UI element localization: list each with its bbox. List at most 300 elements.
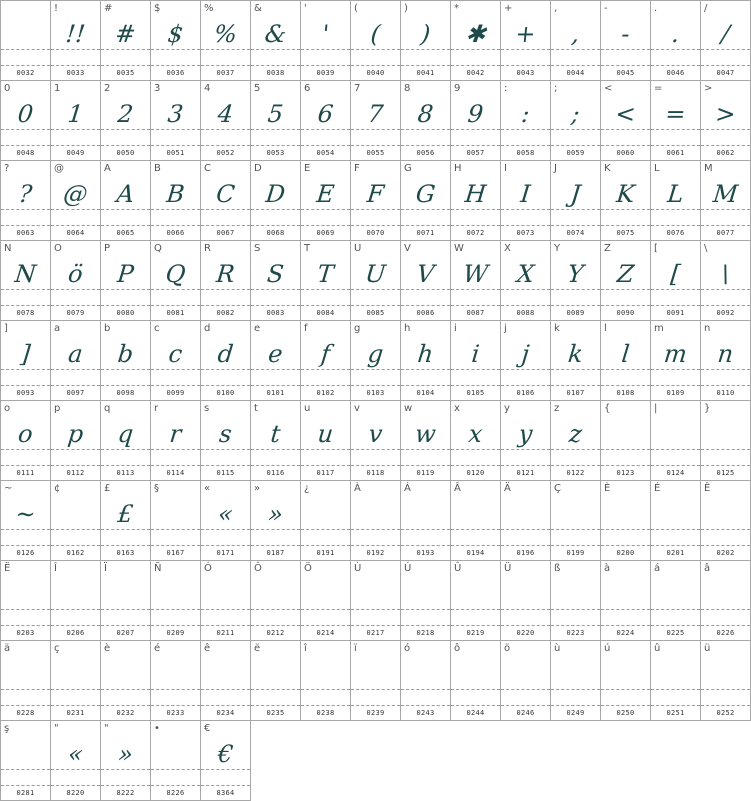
baseline-guide xyxy=(501,609,550,610)
glyph-cell[interactable] xyxy=(550,160,601,241)
glyph-cell[interactable] xyxy=(500,320,551,401)
glyph-sample: » xyxy=(116,740,135,768)
descender-guide xyxy=(301,385,350,386)
glyph-sample xyxy=(549,657,602,691)
glyph-cell[interactable] xyxy=(550,560,601,641)
descender-guide xyxy=(501,65,550,66)
baseline-guide xyxy=(451,369,500,370)
glyph-cell[interactable] xyxy=(200,320,251,401)
baseline-guide xyxy=(251,369,300,370)
glyph-cell[interactable] xyxy=(450,240,501,321)
glyph-sample: + xyxy=(513,20,538,48)
glyph-cell[interactable] xyxy=(0,400,51,481)
baseline-guide xyxy=(101,449,150,450)
glyph-sample xyxy=(649,577,702,611)
glyph-cell[interactable] xyxy=(250,400,301,481)
glyph-cell[interactable] xyxy=(150,640,201,721)
baseline-guide xyxy=(101,289,150,290)
glyph-cell[interactable] xyxy=(350,400,401,481)
descender-guide xyxy=(451,625,500,626)
descender-guide xyxy=(501,625,550,626)
glyph-character-label: Z xyxy=(604,243,611,254)
glyph-character-label: M xyxy=(704,163,713,174)
glyph-character-label: à xyxy=(604,563,611,574)
glyph-cell[interactable] xyxy=(200,0,251,81)
glyph-cell[interactable] xyxy=(300,560,351,641)
glyph-cell[interactable] xyxy=(50,640,101,721)
glyph-character-label: " xyxy=(104,723,109,734)
glyph-character-label: Ó xyxy=(204,563,212,574)
glyph-cell[interactable] xyxy=(100,720,151,801)
glyph-cell[interactable] xyxy=(500,80,551,161)
descender-guide xyxy=(151,225,200,226)
glyph-cell[interactable] xyxy=(500,560,551,641)
glyph-cell[interactable] xyxy=(350,80,401,161)
glyph-cell[interactable] xyxy=(200,720,251,801)
baseline-guide xyxy=(51,609,100,610)
glyph-character-label: Ö xyxy=(304,563,312,574)
glyph-cell[interactable] xyxy=(400,320,451,401)
glyph-cell[interactable] xyxy=(400,480,451,561)
glyph-cell[interactable] xyxy=(650,400,701,481)
glyph-cell[interactable] xyxy=(550,320,601,401)
glyph-code: 0232 xyxy=(116,709,135,717)
glyph-cell[interactable] xyxy=(600,240,651,321)
glyph-cell[interactable] xyxy=(250,560,301,641)
descender-guide xyxy=(451,705,500,706)
glyph-cell[interactable] xyxy=(350,240,401,321)
glyph-character-label: A xyxy=(104,163,111,174)
glyph-code: 0085 xyxy=(366,309,385,317)
glyph-cell[interactable] xyxy=(550,80,601,161)
descender-guide xyxy=(1,385,50,386)
glyph-cell[interactable] xyxy=(250,240,301,321)
descender-guide xyxy=(51,465,100,466)
glyph-cell[interactable] xyxy=(700,480,751,561)
glyph-character-label: # xyxy=(104,3,113,14)
descender-guide xyxy=(351,545,400,546)
glyph-code: 0108 xyxy=(616,389,635,397)
glyph-cell[interactable] xyxy=(400,640,451,721)
glyph-cell[interactable] xyxy=(150,320,201,401)
glyph-cell[interactable] xyxy=(650,320,701,401)
glyph-code: 0092 xyxy=(716,309,735,317)
glyph-character-label: ä xyxy=(4,643,11,654)
glyph-code: 0223 xyxy=(566,629,585,637)
glyph-cell[interactable] xyxy=(250,320,301,401)
glyph-code: 0076 xyxy=(666,229,685,237)
glyph-cell[interactable] xyxy=(700,400,751,481)
glyph-cell[interactable] xyxy=(700,160,751,241)
glyph-cell[interactable] xyxy=(150,560,201,641)
glyph-cell[interactable] xyxy=(300,0,351,81)
glyph-cell[interactable] xyxy=(400,240,451,321)
baseline-guide xyxy=(201,289,250,290)
descender-guide xyxy=(351,385,400,386)
glyph-cell[interactable] xyxy=(500,0,551,81)
glyph-sample xyxy=(399,497,452,531)
glyph-code: 0112 xyxy=(66,469,85,477)
glyph-code: 0251 xyxy=(666,709,685,717)
glyph-character-label: ç xyxy=(54,643,60,654)
baseline-guide xyxy=(51,129,100,130)
glyph-cell[interactable] xyxy=(0,240,51,321)
descender-guide xyxy=(101,705,150,706)
glyph-cell[interactable] xyxy=(350,160,401,241)
glyph-code: 0065 xyxy=(116,229,135,237)
glyph-cell[interactable] xyxy=(0,160,51,241)
baseline-guide xyxy=(151,769,200,770)
glyph-cell[interactable] xyxy=(350,320,401,401)
glyph-character-label: é xyxy=(154,643,161,654)
glyph-cell[interactable] xyxy=(100,640,151,721)
glyph-cell[interactable] xyxy=(100,0,151,81)
glyph-sample: E xyxy=(315,180,336,208)
glyph-cell[interactable] xyxy=(200,80,251,161)
glyph-cell[interactable] xyxy=(600,320,651,401)
glyph-code: 0111 xyxy=(16,469,35,477)
glyph-character-label: x xyxy=(454,403,460,414)
glyph-cell[interactable] xyxy=(400,160,451,241)
glyph-cell[interactable] xyxy=(700,560,751,641)
descender-guide xyxy=(701,145,750,146)
baseline-guide xyxy=(101,769,150,770)
glyph-cell[interactable] xyxy=(700,240,751,321)
descender-guide xyxy=(351,705,400,706)
glyph-cell[interactable] xyxy=(500,240,551,321)
descender-guide xyxy=(651,225,700,226)
glyph-character-label: 0 xyxy=(4,83,11,94)
glyph-sample xyxy=(699,497,751,531)
glyph-code: 0211 xyxy=(216,629,235,637)
glyph-character-label: < xyxy=(604,83,613,94)
baseline-guide xyxy=(1,769,50,770)
glyph-cell[interactable] xyxy=(300,160,351,241)
descender-guide xyxy=(201,305,250,306)
glyph-cell[interactable] xyxy=(0,640,51,721)
glyph-character-label: , xyxy=(554,3,558,14)
glyph-cell[interactable] xyxy=(350,480,401,561)
baseline-guide xyxy=(401,689,450,690)
glyph-cell[interactable] xyxy=(550,240,601,321)
glyph-character-label: á xyxy=(654,563,661,574)
baseline-guide xyxy=(601,129,650,130)
glyph-code: 0093 xyxy=(16,389,35,397)
glyph-code: 0033 xyxy=(66,69,85,77)
glyph-code: 0119 xyxy=(416,469,435,477)
baseline-guide xyxy=(451,49,500,50)
glyph-character-label: Ú xyxy=(404,563,412,574)
glyph-code: 0217 xyxy=(366,629,385,637)
glyph-cell[interactable] xyxy=(500,640,551,721)
baseline-guide xyxy=(551,289,600,290)
glyph-cell[interactable] xyxy=(450,80,501,161)
glyph-cell[interactable] xyxy=(600,640,651,721)
glyph-cell[interactable] xyxy=(450,320,501,401)
glyph-cell[interactable] xyxy=(200,480,251,561)
baseline-guide xyxy=(401,529,450,530)
glyph-sample xyxy=(599,417,652,451)
glyph-character-label: û xyxy=(654,643,661,654)
glyph-sample xyxy=(0,577,52,611)
glyph-code: 0066 xyxy=(166,229,185,237)
glyph-sample: v xyxy=(367,420,384,448)
glyph-cell[interactable] xyxy=(300,80,351,161)
glyph-sample: > xyxy=(713,100,738,128)
glyph-code: 8220 xyxy=(66,789,85,797)
glyph-sample: M xyxy=(711,180,740,208)
glyph-cell[interactable] xyxy=(0,560,51,641)
glyph-cell[interactable] xyxy=(550,480,601,561)
glyph-sample: F xyxy=(365,180,386,208)
glyph-code: 0097 xyxy=(66,389,85,397)
glyph-cell[interactable] xyxy=(700,80,751,161)
descender-guide xyxy=(251,545,300,546)
glyph-character-label: Î xyxy=(54,563,57,574)
glyph-character-label: { xyxy=(604,403,611,414)
glyph-cell[interactable] xyxy=(200,160,251,241)
glyph-sample: . xyxy=(670,20,681,48)
glyph-sample: c xyxy=(167,340,184,368)
baseline-guide xyxy=(101,209,150,210)
baseline-guide xyxy=(601,369,650,370)
glyph-cell[interactable] xyxy=(100,240,151,321)
glyph-character-label: * xyxy=(454,3,459,14)
glyph-code: 8222 xyxy=(116,789,135,797)
glyph-cell[interactable] xyxy=(600,0,651,81)
glyph-cell[interactable] xyxy=(150,240,201,321)
glyph-cell[interactable] xyxy=(700,640,751,721)
glyph-character-label: = xyxy=(654,83,663,94)
descender-guide xyxy=(401,465,450,466)
glyph-character-label: Ç xyxy=(554,483,561,494)
descender-guide xyxy=(651,625,700,626)
glyph-cell[interactable] xyxy=(150,720,201,801)
glyph-cell[interactable] xyxy=(0,480,51,561)
glyph-cell[interactable] xyxy=(0,80,51,161)
glyph-cell[interactable] xyxy=(550,640,601,721)
glyph-code: 0193 xyxy=(416,549,435,557)
glyph-cell[interactable] xyxy=(150,0,201,81)
glyph-cell[interactable] xyxy=(350,640,401,721)
glyph-cell[interactable] xyxy=(400,560,451,641)
glyph-character-label: Á xyxy=(404,483,411,494)
glyph-cell[interactable] xyxy=(300,640,351,721)
baseline-guide xyxy=(701,449,750,450)
glyph-cell[interactable] xyxy=(400,0,451,81)
glyph-sample: B xyxy=(165,180,186,208)
glyph-cell[interactable] xyxy=(400,80,451,161)
glyph-cell[interactable] xyxy=(300,320,351,401)
glyph-cell[interactable] xyxy=(450,160,501,241)
baseline-guide xyxy=(551,209,600,210)
glyph-cell[interactable] xyxy=(550,400,601,481)
baseline-guide xyxy=(401,289,450,290)
glyph-sample xyxy=(299,497,352,531)
glyph-sample xyxy=(349,577,402,611)
glyph-cell[interactable] xyxy=(50,80,101,161)
descender-guide xyxy=(1,545,50,546)
glyph-character-label: ê xyxy=(204,643,211,654)
glyph-cell[interactable] xyxy=(650,160,701,241)
glyph-character-label: W xyxy=(454,243,464,254)
glyph-character-label: i xyxy=(454,323,457,334)
glyph-cell[interactable] xyxy=(150,400,201,481)
glyph-cell[interactable] xyxy=(650,0,701,81)
glyph-sample xyxy=(349,657,402,691)
glyph-cell[interactable] xyxy=(50,320,101,401)
glyph-cell[interactable] xyxy=(50,720,101,801)
glyph-cell[interactable] xyxy=(200,240,251,321)
glyph-cell[interactable] xyxy=(450,0,501,81)
glyph-code: 0040 xyxy=(366,69,385,77)
glyph-sample: = xyxy=(663,100,688,128)
glyph-cell[interactable] xyxy=(650,240,701,321)
glyph-cell[interactable] xyxy=(50,160,101,241)
glyph-character-label: ö xyxy=(504,643,511,654)
glyph-cell[interactable] xyxy=(250,480,301,561)
descender-guide xyxy=(151,385,200,386)
glyph-character-label: N xyxy=(4,243,12,254)
glyph-character-label: " xyxy=(54,723,59,734)
glyph-cell[interactable] xyxy=(100,400,151,481)
glyph-code: 0118 xyxy=(366,469,385,477)
descender-guide xyxy=(451,465,500,466)
glyph-cell[interactable] xyxy=(50,240,101,321)
descender-guide xyxy=(351,145,400,146)
descender-guide xyxy=(651,465,700,466)
glyph-cell[interactable] xyxy=(300,400,351,481)
glyph-cell[interactable] xyxy=(300,480,351,561)
glyph-cell[interactable] xyxy=(600,80,651,161)
glyph-cell[interactable] xyxy=(700,320,751,401)
glyph-code: 0199 xyxy=(566,549,585,557)
glyph-cell[interactable] xyxy=(100,160,151,241)
glyph-sample: y xyxy=(517,420,534,448)
glyph-cell[interactable] xyxy=(50,560,101,641)
glyph-sample: f xyxy=(319,340,332,368)
glyph-character-label: ) xyxy=(404,3,408,14)
glyph-cell[interactable] xyxy=(700,0,751,81)
glyph-cell[interactable] xyxy=(100,560,151,641)
descender-guide xyxy=(601,305,650,306)
glyph-cell[interactable] xyxy=(650,640,701,721)
glyph-character-label: â xyxy=(704,563,711,574)
glyph-cell[interactable] xyxy=(350,560,401,641)
descender-guide xyxy=(501,385,550,386)
glyph-code: 0218 xyxy=(416,629,435,637)
glyph-code: 0057 xyxy=(466,149,485,157)
glyph-cell[interactable] xyxy=(450,400,501,481)
glyph-sample: 4 xyxy=(216,100,235,128)
glyph-cell[interactable] xyxy=(450,640,501,721)
glyph-cell[interactable] xyxy=(100,320,151,401)
glyph-sample xyxy=(499,497,552,531)
glyph-cell[interactable] xyxy=(250,80,301,161)
descender-guide xyxy=(501,305,550,306)
glyph-cell[interactable] xyxy=(50,480,101,561)
glyph-cell[interactable] xyxy=(600,400,651,481)
descender-guide xyxy=(101,545,150,546)
glyph-cell[interactable] xyxy=(200,400,251,481)
descender-guide xyxy=(1,705,50,706)
glyph-sample: W xyxy=(461,260,490,288)
glyph-code: 0104 xyxy=(416,389,435,397)
glyph-cell[interactable] xyxy=(0,720,51,801)
glyph-sample: : xyxy=(519,100,532,128)
glyph-sample: ? xyxy=(17,180,34,208)
glyph-cell[interactable] xyxy=(500,160,551,241)
glyph-character-label: J xyxy=(554,163,557,174)
baseline-guide xyxy=(401,209,450,210)
glyph-cell[interactable] xyxy=(150,480,201,561)
baseline-guide xyxy=(301,449,350,450)
glyph-cell[interactable] xyxy=(600,160,651,241)
baseline-guide xyxy=(251,209,300,210)
glyph-character-label: F xyxy=(354,163,360,174)
glyph-cell[interactable] xyxy=(600,480,651,561)
glyph-cell[interactable] xyxy=(600,560,651,641)
glyph-cell[interactable] xyxy=(0,320,51,401)
glyph-cell[interactable] xyxy=(500,480,551,561)
descender-guide xyxy=(101,65,150,66)
glyph-cell[interactable] xyxy=(650,480,701,561)
glyph-cell[interactable] xyxy=(500,400,551,481)
glyph-sample: z xyxy=(567,420,584,448)
glyph-cell[interactable] xyxy=(0,0,51,81)
glyph-cell[interactable] xyxy=(450,560,501,641)
glyph-cell[interactable] xyxy=(400,400,451,481)
glyph-cell[interactable] xyxy=(100,80,151,161)
glyph-code: 0225 xyxy=(666,629,685,637)
glyph-cell[interactable] xyxy=(50,0,101,81)
glyph-sample xyxy=(699,657,751,691)
glyph-sample: P xyxy=(115,260,136,288)
glyph-sample: \ xyxy=(719,260,732,288)
glyph-code: 0252 xyxy=(716,709,735,717)
glyph-cell[interactable] xyxy=(250,160,301,241)
glyph-cell[interactable] xyxy=(150,80,201,161)
descender-guide xyxy=(301,625,350,626)
glyph-sample xyxy=(149,497,202,531)
glyph-sample xyxy=(149,657,202,691)
descender-guide xyxy=(1,225,50,226)
glyph-cell[interactable] xyxy=(450,480,501,561)
descender-guide xyxy=(351,305,400,306)
baseline-guide xyxy=(401,449,450,450)
baseline-guide xyxy=(1,49,50,50)
glyph-cell[interactable] xyxy=(300,240,351,321)
baseline-guide xyxy=(551,49,600,50)
glyph-cell[interactable] xyxy=(150,160,201,241)
glyph-cell[interactable] xyxy=(200,640,251,721)
glyph-cell[interactable] xyxy=(550,0,601,81)
glyph-sample: « xyxy=(216,500,235,528)
glyph-cell[interactable] xyxy=(350,0,401,81)
glyph-cell[interactable] xyxy=(250,640,301,721)
glyph-cell[interactable] xyxy=(650,560,701,641)
glyph-cell[interactable] xyxy=(250,0,301,81)
glyph-cell[interactable] xyxy=(50,400,101,481)
baseline-guide xyxy=(401,369,450,370)
descender-guide xyxy=(201,545,250,546)
descender-guide xyxy=(1,785,50,786)
glyph-cell[interactable] xyxy=(650,80,701,161)
glyph-sample xyxy=(599,657,652,691)
glyph-cell[interactable] xyxy=(100,480,151,561)
glyph-sample: « xyxy=(66,740,85,768)
glyph-cell[interactable] xyxy=(200,560,251,641)
